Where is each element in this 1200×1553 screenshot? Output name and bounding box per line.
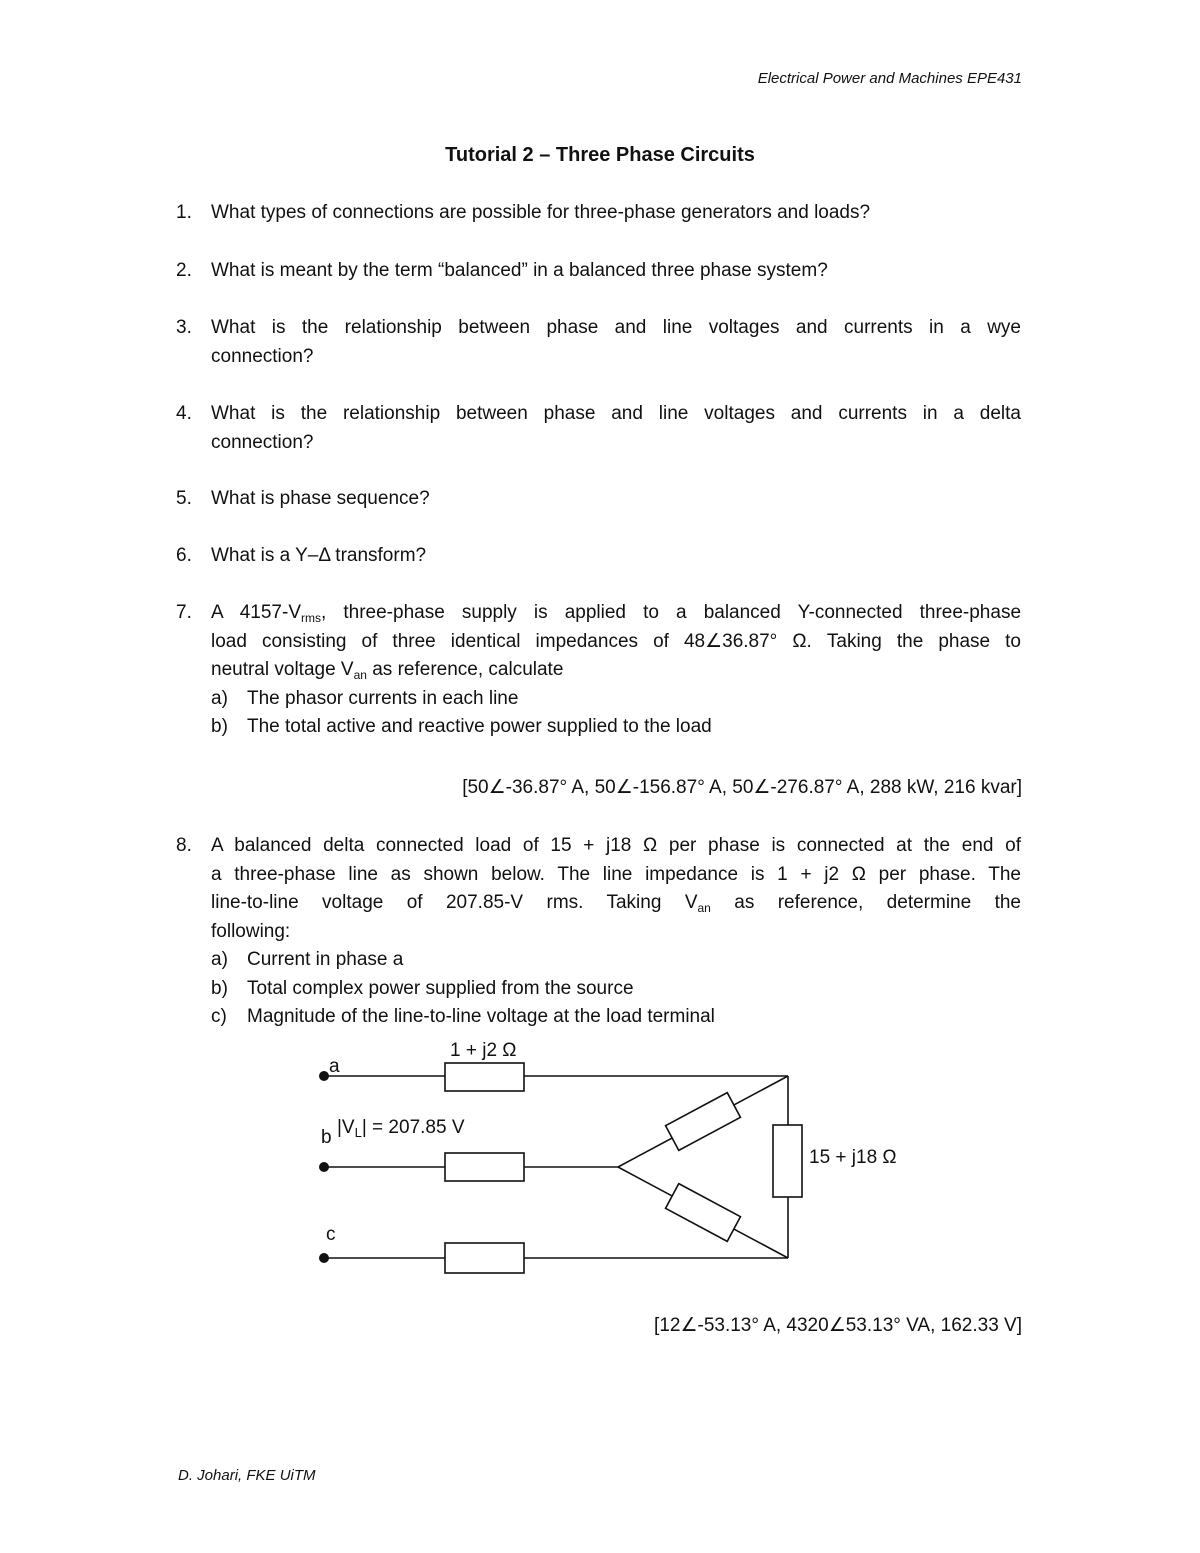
line-voltage-label (337, 1117, 465, 1140)
text-run: as reference, determine the (710, 892, 1021, 913)
answer-q7: [50∠-36.87° A, 50∠-156.87° A, 50∠-276.87° A, 288 kW, 216 kvar] (462, 777, 1022, 798)
question-number: 4. (176, 403, 192, 424)
question-number: 3. (176, 317, 192, 338)
line-impedance-label: 1 + j2 Ω (450, 1040, 517, 1061)
question-number: 2. (176, 260, 192, 281)
question-number: 1. (176, 202, 192, 223)
subscript: rms (301, 611, 321, 625)
sub-question-label: a) (211, 687, 228, 709)
sub-question-label: c) (211, 1006, 227, 1027)
subscript: an (353, 668, 367, 682)
subscript: L (354, 1125, 362, 1140)
sub-question (211, 946, 1021, 975)
terminal-c-label: c (326, 1224, 336, 1245)
question-number: 8. (176, 835, 192, 856)
question-line: connection? (211, 431, 314, 453)
question-line: load consisting of three identical impedances of 48∠36.87° Ω. Taking the phase to (211, 630, 1021, 652)
question-line: What is meant by the term “balanced” in a balanced three phase system? (211, 260, 828, 281)
line-impedance-a (445, 1063, 524, 1091)
terminal-b-dot (319, 1162, 329, 1172)
question-line: a three-phase line as shown below. The line impedance is 1 + j2 Ω per phase. The (211, 863, 1021, 885)
question-line: What is the relationship between phase and line voltages and currents in a delta (211, 403, 1021, 424)
question-line: A balanced delta connected load of 15 + j18 Ω per phase is connected at the end of (211, 835, 1021, 856)
question-text (211, 199, 1021, 228)
text-run: , three-phase supply is applied to a balanced Y-connected three-phase (321, 602, 1022, 623)
text-run: A 4157-V (211, 602, 301, 623)
page-title: Tutorial 2 – Three Phase Circuits (445, 144, 755, 166)
sub-question (211, 1003, 1021, 1032)
question-number: 6. (176, 545, 192, 566)
question-number: 7. (176, 602, 192, 623)
sub-question-label: b) (211, 977, 228, 999)
question-line: What is phase sequence? (211, 488, 430, 509)
question-text (211, 542, 1021, 571)
page-header: Electrical Power and Machines EPE431 (757, 70, 1022, 87)
subscript: an (697, 901, 711, 915)
sub-question-text: The phasor currents in each line (247, 687, 519, 709)
line-impedance-c (445, 1243, 524, 1273)
sub-question (211, 975, 1021, 1004)
answer-q8: [12∠-53.13° A, 4320∠53.13° VA, 162.33 V] (654, 1315, 1022, 1336)
question-text (211, 314, 1021, 371)
question-text (211, 599, 1021, 742)
load-impedance-label: 15 + j18 Ω (809, 1147, 897, 1168)
text-run: | = 207.85 V (361, 1117, 465, 1138)
terminal-b-label: b (321, 1127, 332, 1148)
question-line: What types of connections are possible for three-phase generators and loads? (211, 202, 871, 223)
sub-question-text: Magnitude of the line-to-line voltage at the load terminal (247, 1006, 715, 1027)
question-line: connection? (211, 345, 314, 367)
question-line: What is the relationship between phase and line voltages and currents in a wye (211, 317, 1021, 338)
line-impedance-b (445, 1153, 524, 1181)
question-line (211, 656, 1021, 685)
question-line: What is a Y–Δ transform? (211, 545, 427, 566)
sub-question-text: Total complex power supplied from the source (247, 977, 634, 999)
sub-question (211, 685, 1021, 714)
question-text (211, 485, 1021, 514)
delta-load-ac (773, 1125, 802, 1197)
delta-load-ab (666, 1093, 741, 1151)
question-line (211, 599, 1021, 628)
question-line: following: (211, 920, 291, 942)
question-number: 5. (176, 488, 192, 509)
question-text (211, 832, 1021, 1032)
question-text (211, 400, 1021, 457)
sub-question-text: The total active and reactive power supplied to the load (247, 716, 712, 737)
sub-question (211, 713, 1021, 742)
text-run: |V (337, 1117, 355, 1138)
terminal-a-label: a (329, 1056, 340, 1077)
question-text (211, 257, 1021, 286)
sub-question-label: b) (211, 716, 228, 737)
circuit-diagram (300, 1030, 920, 1280)
text-run: as reference, calculate (366, 659, 564, 680)
page-footer: D. Johari, FKE UiTM (178, 1467, 316, 1484)
sub-question-label: a) (211, 949, 228, 970)
text-run: line-to-line voltage of 207.85-V rms. Taking V (211, 892, 698, 913)
text-run: neutral voltage V (211, 659, 354, 680)
terminal-a-dot (319, 1071, 329, 1081)
delta-load-bc (666, 1184, 741, 1242)
sub-question-text: Current in phase a (247, 949, 404, 970)
terminal-c-dot (319, 1253, 329, 1263)
question-line (211, 889, 1021, 918)
